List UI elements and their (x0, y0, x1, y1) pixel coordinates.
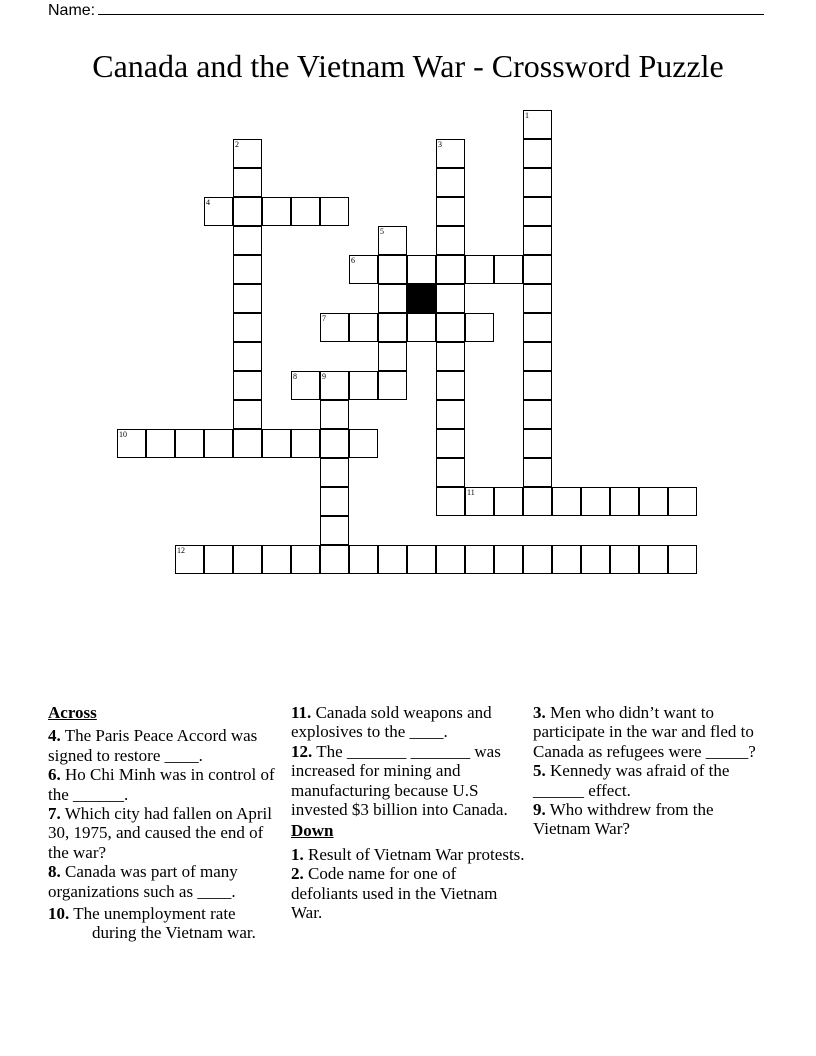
grid-cell[interactable] (320, 371, 349, 400)
grid-cell[interactable] (233, 255, 262, 284)
cell-number: 11 (467, 488, 475, 497)
grid-cell[interactable] (233, 226, 262, 255)
across-heading: Across (48, 703, 97, 722)
down-clue-2: 2. Code name for one of defoliants used in the Vietnam War. (291, 864, 498, 923)
grid-cell[interactable] (523, 545, 552, 574)
grid-cell[interactable] (262, 429, 291, 458)
grid-cell[interactable] (436, 458, 465, 487)
grid-cell[interactable] (349, 429, 378, 458)
grid-cell[interactable] (349, 371, 378, 400)
grid-cell[interactable] (378, 545, 407, 574)
page-title: Canada and the Vietnam War - Crossword Puzzle (92, 48, 724, 84)
across-clue-6: 6. Ho Chi Minh was in control of the ______. (48, 765, 275, 804)
grid-cell[interactable] (233, 429, 262, 458)
cell-number: 12 (177, 546, 185, 555)
grid-cell[interactable] (523, 255, 552, 284)
grid-cell[interactable] (204, 197, 233, 226)
grid-cell[interactable] (523, 284, 552, 313)
grid-cell[interactable] (436, 429, 465, 458)
grid-cell[interactable] (465, 545, 494, 574)
grid-cell[interactable] (291, 429, 320, 458)
grid-cell[interactable] (320, 516, 349, 545)
down-clue-5: 5. Kennedy was afraid of the ______ effect. (533, 761, 730, 800)
cell-number: 5 (380, 227, 384, 236)
cell-number: 7 (322, 314, 326, 323)
grid-cell[interactable] (407, 255, 436, 284)
grid-cell[interactable] (378, 371, 407, 400)
grid-cell[interactable] (262, 197, 291, 226)
across-clue-10: 10. The unemployment rate during the Vietnam war. (48, 904, 256, 943)
grid-cell[interactable] (523, 487, 552, 516)
grid-cell[interactable] (320, 400, 349, 429)
cell-number: 9 (322, 372, 326, 381)
grid-cell[interactable] (233, 168, 262, 197)
grid-cell[interactable] (175, 545, 204, 574)
grid-cell[interactable] (407, 545, 436, 574)
clues-column-1 (48, 703, 284, 943)
grid-cell[interactable] (204, 545, 233, 574)
across-clue-7: 7. Which city had fallen on April 30, 1975, and caused the end of the war? (48, 804, 272, 862)
grid-cell[interactable] (494, 545, 523, 574)
clues-column-3 (533, 703, 773, 839)
grid-cell[interactable] (581, 487, 610, 516)
grid-cell[interactable] (378, 255, 407, 284)
grid-cell[interactable] (233, 284, 262, 313)
grid-cell[interactable] (233, 313, 262, 342)
grid-cell[interactable] (668, 545, 697, 574)
grid-block (407, 284, 436, 313)
grid-cell[interactable] (610, 487, 639, 516)
grid-cell[interactable] (320, 429, 349, 458)
grid-cell[interactable] (175, 429, 204, 458)
grid-cell[interactable] (378, 342, 407, 371)
grid-cell[interactable] (291, 371, 320, 400)
grid-cell[interactable] (465, 313, 494, 342)
grid-cell[interactable] (436, 371, 465, 400)
across-clue-8: 8. Canada was part of many organizations such as ____. (48, 862, 238, 901)
grid-cell[interactable] (320, 458, 349, 487)
name-label: Name: (48, 2, 96, 19)
grid-cell[interactable] (465, 255, 494, 284)
grid-cell[interactable] (436, 313, 465, 342)
grid-cell[interactable] (320, 487, 349, 516)
clues-column-2 (291, 703, 527, 922)
grid-cell[interactable] (233, 371, 262, 400)
grid-cell[interactable] (262, 545, 291, 574)
grid-cell[interactable] (436, 545, 465, 574)
across-clue-12: 12. The _______ _______ was increased for mining and manufacturing because U.S invested $3 billion into Canada. (291, 741, 508, 820)
grid-cell[interactable] (552, 545, 581, 574)
down-clue-9: 9. Who withdrew from the Vietnam War? (533, 800, 714, 839)
grid-cell[interactable] (233, 342, 262, 371)
grid-cell[interactable] (378, 226, 407, 255)
grid-cell[interactable] (523, 429, 552, 458)
grid-cell[interactable] (523, 342, 552, 371)
grid-cell[interactable] (668, 487, 697, 516)
grid-cell[interactable] (291, 545, 320, 574)
grid-cell[interactable] (523, 226, 552, 255)
grid-cell[interactable] (436, 400, 465, 429)
grid-cell[interactable] (436, 197, 465, 226)
grid-cell[interactable] (581, 545, 610, 574)
grid-cell[interactable] (233, 545, 262, 574)
grid-cell[interactable] (320, 313, 349, 342)
cell-number: 2 (235, 140, 239, 149)
grid-cell[interactable] (291, 197, 320, 226)
grid-cell[interactable] (117, 429, 146, 458)
grid-cell[interactable] (233, 139, 262, 168)
grid-cell[interactable] (523, 110, 552, 139)
grid-cell[interactable] (523, 313, 552, 342)
grid-cell[interactable] (523, 371, 552, 400)
cell-number: 10 (119, 430, 127, 439)
cell-number: 6 (351, 256, 355, 265)
grid-cell[interactable] (610, 545, 639, 574)
grid-cell[interactable] (233, 400, 262, 429)
grid-cell[interactable] (349, 255, 378, 284)
grid-cell[interactable] (523, 197, 552, 226)
grid-cell[interactable] (349, 313, 378, 342)
grid-cell[interactable] (378, 313, 407, 342)
down-clue-1: 1. Result of Vietnam War protests. (291, 844, 525, 864)
grid-cell[interactable] (436, 284, 465, 313)
grid-cell[interactable] (552, 487, 581, 516)
grid-cell[interactable] (523, 139, 552, 168)
grid-cell[interactable] (349, 545, 378, 574)
across-clue-11: 11. Canada sold weapons and explosives to the ____. (291, 703, 492, 742)
grid-cell[interactable] (523, 400, 552, 429)
grid-cell[interactable] (639, 487, 668, 516)
grid-cell[interactable] (436, 342, 465, 371)
grid-cell[interactable] (378, 284, 407, 313)
grid-cell[interactable] (320, 545, 349, 574)
grid-cell[interactable] (436, 168, 465, 197)
across-clue-4: 4. The Paris Peace Accord was signed to restore ____. (48, 726, 258, 765)
grid-cell[interactable] (407, 313, 436, 342)
cell-number: 4 (206, 198, 210, 207)
down-clue-3: 3. Men who didn’t want to participate in the war and fled to Canada as refugees were _____? (533, 703, 756, 761)
grid-cell[interactable] (436, 255, 465, 284)
grid-cell[interactable] (436, 487, 465, 516)
cell-number: 8 (293, 372, 297, 381)
down-heading: Down (291, 821, 334, 841)
grid-cell[interactable] (523, 458, 552, 487)
grid-cell[interactable] (523, 168, 552, 197)
grid-cell[interactable] (436, 226, 465, 255)
grid-cell[interactable] (465, 487, 494, 516)
grid-cell[interactable] (204, 429, 233, 458)
grid-cell[interactable] (233, 197, 262, 226)
grid-cell[interactable] (146, 429, 175, 458)
grid-cell[interactable] (436, 139, 465, 168)
grid-cell[interactable] (320, 197, 349, 226)
grid-cell[interactable] (494, 255, 523, 284)
grid-cell[interactable] (639, 545, 668, 574)
grid-cell[interactable] (494, 487, 523, 516)
cell-number: 3 (438, 140, 442, 149)
cell-number: 1 (525, 111, 529, 120)
